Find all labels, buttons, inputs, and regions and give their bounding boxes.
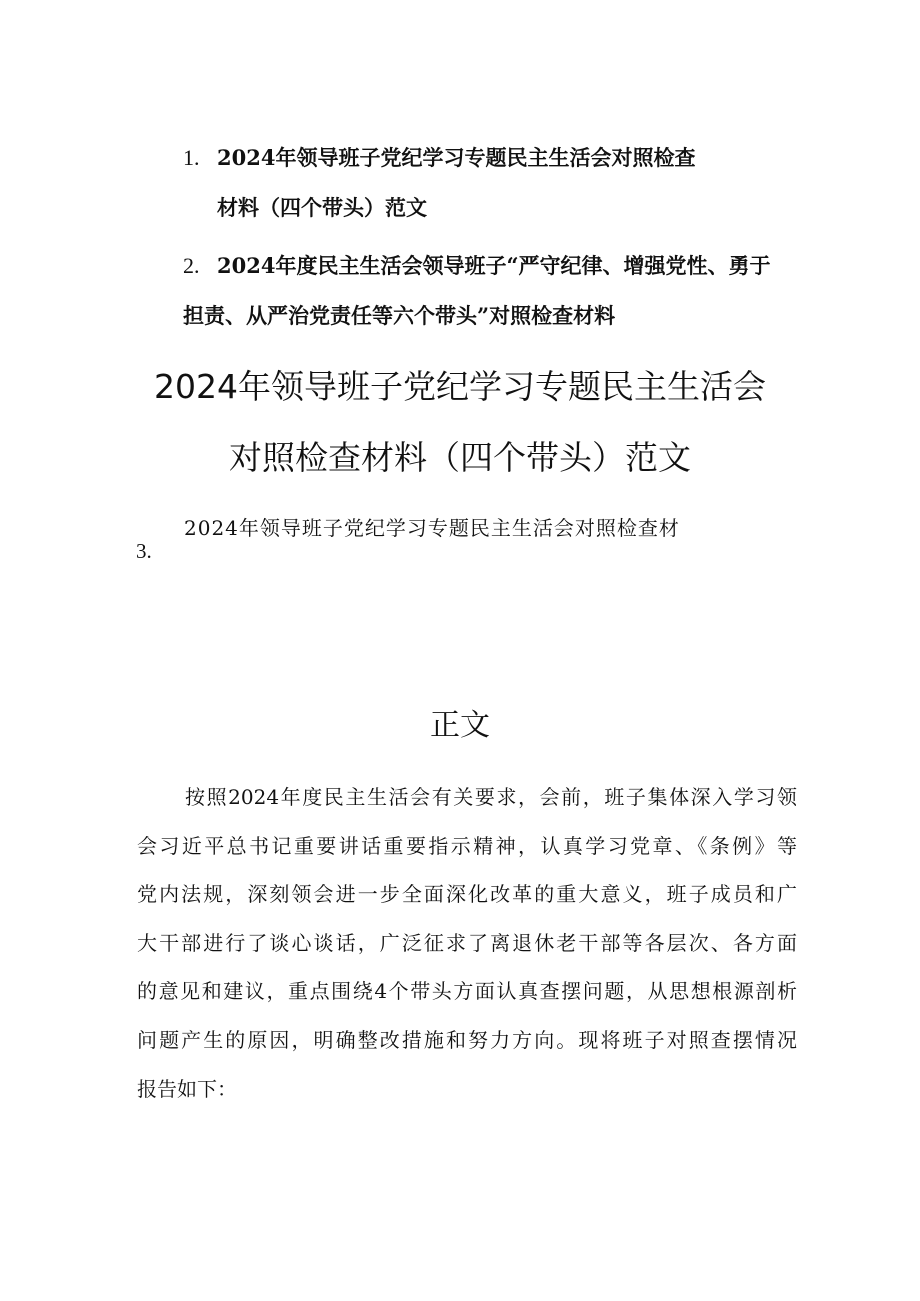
table-of-contents — [183, 133, 793, 341]
body-line: 问题产生的原因，明确整改措施和努力方向。现将班子对照查摆情况 — [137, 1027, 797, 1052]
toc-item-title-line2: 材料（四个带头）范文 — [217, 195, 427, 220]
toc-item-title-line2: 担责、从严治党责任等六个带头”对照检查材料 — [183, 303, 616, 328]
toc-item-number: 1. — [183, 145, 200, 170]
toc-item-title-line1: 2024年领导班子党纪学习专题民主生活会对照检查 — [217, 145, 696, 170]
document-title-line1: 2024年领导班子党纪学习专题民主生活会 — [154, 367, 766, 406]
section-heading: 正文 — [430, 708, 490, 743]
body-line: 大干部进行了谈心谈话，广泛征求了离退休老干部等各层次、各方面 — [137, 930, 797, 955]
body-line: 党内法规，深刻领会进一步全面深化改革的重大意义，班子成员和广 — [137, 882, 797, 907]
toc-item-1[interactable] — [183, 133, 793, 233]
toc-item-2[interactable] — [183, 241, 793, 341]
toc-item-title-line1: 2024年度民主生活会领导班子“严守纪律、增强党性、勇于 — [217, 253, 771, 278]
body-line: 会习近平总书记重要讲话重要指示精神，认真学习党章、《条例》等 — [137, 833, 797, 858]
body-paragraph — [137, 773, 797, 1113]
document-subtitle: 2024年领导班子党纪学习专题民主生活会对照检查材 — [184, 516, 680, 540]
list-item-3-number: 3. — [136, 539, 152, 563]
body-line: 的意见和建议，重点围绕4个带头方面认真查摆问题，从思想根源剖析 — [137, 979, 797, 1004]
body-line: 按照2024年度民主生活会有关要求，会前，班子集体深入学习领 — [185, 785, 797, 809]
document-title-line2: 对照检查材料（四个带头）范文 — [229, 438, 691, 477]
toc-item-number: 2. — [183, 253, 200, 278]
body-line: 报告如下： — [137, 1076, 237, 1101]
